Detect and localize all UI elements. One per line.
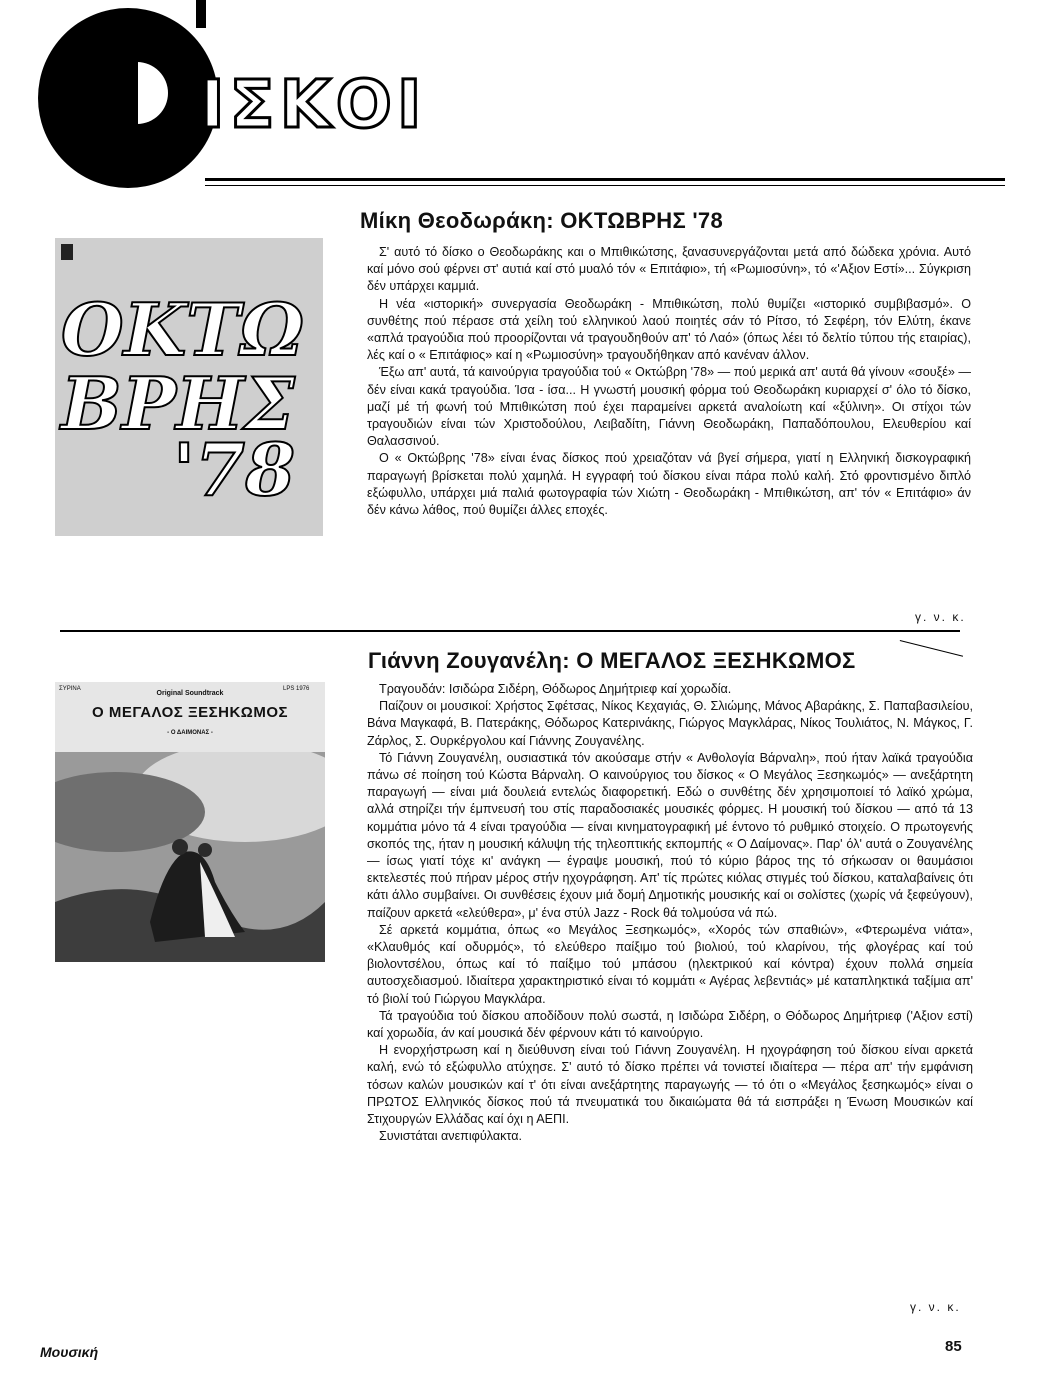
cover-painting [55, 752, 325, 962]
logo-stem [196, 0, 206, 28]
record-label-logo [61, 244, 73, 260]
logo-notch-cut [106, 62, 138, 124]
cover-top-label: Original Soundtrack [156, 690, 224, 697]
cover-small-left: ΣΥΡΙΝΑ [59, 686, 81, 692]
cover-subtitle: - Ο ΔΑΙΜΟΝΑΣ - [167, 730, 213, 736]
album-cover-oktovris [55, 238, 323, 536]
review2-paragraph: Τό Γιάννη Ζουγανέλη, ουσιαστικά τόν ακούσαμε στήν « Ανθολογία Βάρναλη», πού ήταν λαϊκά τραγούδια πάνω σέ ποίηση τού Κώστα Βάρναλη. Ο καινούργιος του δίσκος « Ο Μεγάλος Ξεσηκωμός» — ανεξάρτητη παραγωγή — είναι μιά δουλειά εντελώς διαφορετική. Εδώ ο συνθέτης δέν χρησιμοποιεί τό λαϊκό χρώμα, αλλά στηρίζει τήν έμπνευσή του στίς παραδοσιακές μουσικές φόρμες. Η μουσική τού δίσκου — από τά 13 κομμάτια μόνο τά 4 είναι τραγούδια — είναι κινηματογραφική μέ έντονο τό ρυθμικό στοιχείο. Ο πρωτογενής σκοπός της, ήταν η μουσική κάλυψη τής τηλεοπτικής εκπομπής « Ο Δαίμονας». Παρ' όλ' αυτά ο Ζουγανέλης — ίσως γιατί τόχε κι' ανάγκη — έγραψε μουσική, πού τό κύριο βάρος της τό σήκωσαν οι θαυμάσιοι εκτελεστές πού πήραν μέρος στήν ηχογράφηση. Απ' τίς πρώτες κιόλας στιγμές τού δίσκου, καταλαβαίνεις ότι κάτι άλλο συμβαίνει. Οι συνθέσεις έχουν μιά δομή Δημοτικής μουσικής καί οι σολίστες (χωρίς νά ξεφεύγουν), παίζουν αρκετά «ελεύθερα», μ' ένα στύλ Jazz - Rock θά τολμούσα νά πώ. [367, 750, 973, 920]
section-divider [60, 630, 960, 632]
review2-paragraph: Συνιστάται ανεπιφύλακτα. [379, 1129, 522, 1144]
cover-title-line1: ΟΚΤΩ [61, 287, 304, 372]
review2-body [367, 681, 973, 1145]
review1-paragraph: Η νέα «ιστορική» συνεργασία Θεοδωράκη - Μπιθικώτση, πολύ θυμίζει «ιστορικό συμβιβασμό». Ο συνθέτης πού πέρασε στά χείλη τού ελληνικού λαού ποιητές σάν τό Ρίτσο, τό Σεφέρη, τόν Ελύτη, έκανε «απλά τραγούδια πού προορίζονται νά τραγουδηθούν απ' τό Λαό» (όπως λέει τό δελτίο τύπου τής εταιρίας), λές καί ο « Επιτάφιος» καί η «Ρωμιοσύνη» τραγουδήθηκαν από κανέναν άλλον. [367, 296, 971, 363]
logo-word: ΙΣΚΟΙ [200, 66, 427, 143]
cover-small-right: LPS 1976 [283, 686, 310, 692]
section-divider-tail [900, 640, 963, 657]
review1-title: Μίκη Θεοδωράκη: ΟΚΤΩΒΡΗΣ '78 [360, 208, 723, 233]
header-rule-thick [205, 178, 1005, 181]
album-cover-megalos-xesikomos [55, 682, 325, 962]
review2-paragraph: Η ενορχήστρωση καί η διεύθυνση είναι τού Γιάννη Ζουγανέλη. Η ηχογράφηση τού δίσκου είναι αρκετά καλή, ενώ τό εξώφυλλο ατύχησε. Σ' αυτό τό δίσκο πρέπει νά τονιστεί ιδιαίτερα — πέρα απ' τήν εμφάνιση τόσων καλών μουσικών καί τ' ότι είναι ανεξάρτητης παραγωγής — τό ότι ο «Μεγάλος ξεσηκωμός» είναι ο ΠΡΩΤΟΣ Ελληνικός δίσκος πού τά πνευματικά του δικαιώματα θά τά εισπράξει η Ένωση Μουσικών καί Στιχουργών Ελλάδας καί όχι η ΑΕΠΙ. [367, 1043, 973, 1127]
review2-title: Γιάννη Ζουγανέλη: Ο ΜΕΓΑΛΟΣ ΞΕΣΗΚΩΜΟΣ [368, 648, 856, 673]
page-number: 85 [945, 1338, 962, 1355]
cover-title-line2: ΒΡΗΣ [61, 361, 295, 446]
review2-paragraph: Τραγουδάν: Ισιδώρα Σιδέρη, Θόδωρος Δημήτριεφ καί χορωδία. [379, 682, 732, 696]
review2-signature: γ. ν. κ. [910, 1300, 961, 1314]
magazine-name: Μουσική [40, 1344, 99, 1360]
review2-paragraph: Τά τραγούδια τού δίσκου αποδίδουν πολύ σωστά, η Ισιδώρα Σιδέρη, ο Θόδωρος Δημήτριεφ ('Αξιον εστί) καί χορωδία, άν καί μουσικά δέν φέρνουν κάτι τό καινούργιο. [367, 1008, 973, 1041]
review1-paragraph: Σ' αυτό τό δίσκο ο Θεοδωράκης και ο Μπιθικώτσης, ξανασυνεργάζονται μετά από δώδεκα χρόνια. Αυτό καί μόνο σού φέρνει στ' αυτιά καί στό μυαλό τόν « Επιτάφιο», τή «Ρωμιοσύνη», τό «'Αξιον Εστί»... Σύγκριση δέν υπάρχει καμμιά. [367, 245, 971, 294]
review1-paragraph: Έξω απ' αυτά, τά καινούργια τραγούδια τού « Οκτώβρη '78» — πού μερικά απ' αυτά θά γίνουν «σουξέ» — δέν είναι κακά τραγούδια. Ίσα - ίσα... Η γνωστή μουσική φόρμα τού Θεοδωράκη κυριαρχεί σ' όλο τό δίσκο, μαζί μέ τή φωνή τού Μπιθικώτση πού έχει παραμείνει αρκετά αναλοίωτη καί «ξύλινη». Οι στίχοι τών τραγουδιών είναι τών Χριστοδούλου, Λειβαδίτη, Γιάννη Θεοδωράκη, Παπαδόπουλου, Ελευθερίου καί Θαλασσινού. [367, 365, 971, 449]
review1-paragraph: Ο « Οκτώβρης '78» είναι ένας δίσκος πού χρειαζόταν νά βγεί σήμερα, γιατί η Ελληνική δισκογραφική παραγωγή βρίσκεται πολύ χαμηλά. Η εγγραφή τού δίσκου είναι πάρα πολύ καλή. Στό φροντισμένο διπλό εξώφυλλο, υπάρχει μιά παλιά φωτογραφία τών Χιώτη - Θεοδωράκη - Μπιθικώτση, απ' τόν « Επιτάφιο» άν δέν κάνω λάθος, πού θυμίζει άλλες εποχές. [367, 451, 971, 518]
review1-body [367, 244, 971, 519]
cover-album-title: Ο ΜΕΓΑΛΟΣ ΞΕΣΗΚΩΜΟΣ [91, 704, 288, 721]
header-rule-thin [205, 185, 1005, 186]
review2-paragraph: Παίζουν οι μουσικοί: Χρήστος Σφέτσας, Νίκος Κεχαγιάς, Θ. Σλιώμης, Μάνος Αβαράκης, Σ. Παπαβασιλείου, Βάνα Μαγκαφά, Β. Πατεράκης, Θόδωρος Κατερινάκης, Γιώργος Μαγκλάρας, Νίκος Τουλιάτος, Ν. Μάγκος, Γ. Ζάρλος, Σ. Ουρκέργολου καί Γιάννης Ζουγανέλης. [367, 699, 973, 748]
cover-title-line3: '78 [173, 427, 296, 512]
review1-signature: γ. ν. κ. [915, 610, 966, 624]
review2-paragraph: Σέ αρκετά κομμάτια, όπως «ο Μεγάλος Ξεσηκωμός», «Χορός τών σπαθιών», «Φτερωμένα νιάτα», «Κλαυθμός καί οδυρμός», τό ελεύθερο παίξιμο τού βιολιού, τού κλαρίνου, τής φλογέρας καί τού βιολοντσέλου, όπως καί τό παίξιμο τού μπάσου (ηλεκτρικού καί κόντρα) έχουν πολλά σημεία αυτοσχεδιασμού. Ιδιαίτερα χαρακτηριστικό είναι τό κομμάτι « Αγέρας λεβεντιάς» μέ καταπληκτικά ταξίμια απ' τό βιολί τού Γιώργου Μαγκλάρα. [367, 922, 973, 1006]
